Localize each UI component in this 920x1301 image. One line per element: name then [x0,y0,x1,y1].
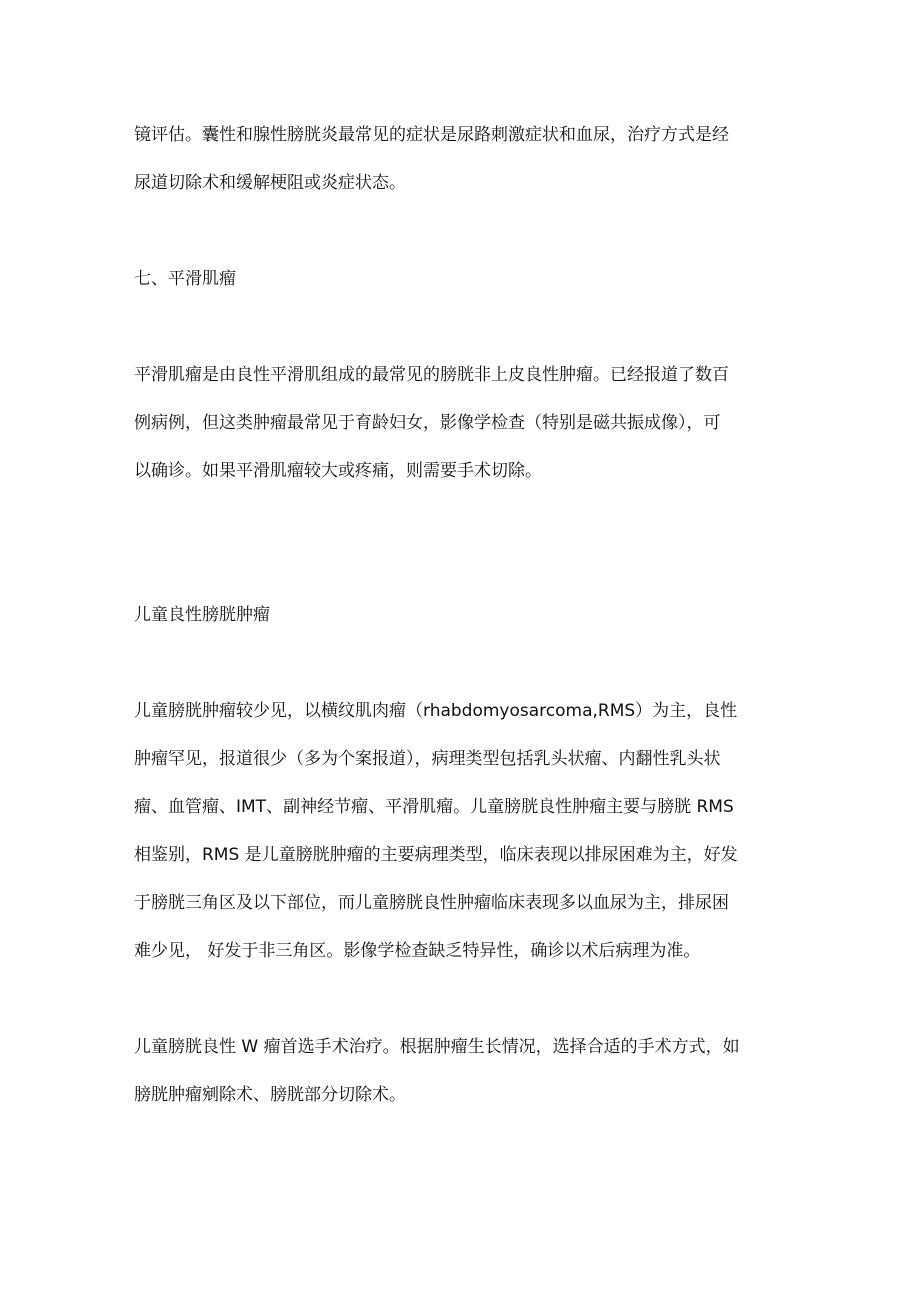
section-heading-leiomyoma: 七、平滑肌瘤 [134,269,236,289]
paragraph-pediatric-treatment: 儿童膀胱良性 W 瘤首选手术治疗。根据肿瘤生长情况，选择合适的手术方式，如 膀胱肿瘤剜除术、膀胱部分切除术。 [134,1037,740,1105]
paragraph-pediatric-tumors: 儿童膀胱肿瘤较少见，以横纹肌肉瘤（rhabdomyosarcoma,RMS）为主，良性 肿瘤罕见，报道很少（多为个案报道），病理类型包括乳头状瘤、内翻性乳头状 瘤、血管瘤、IMT、副神经节瘤、平滑肌瘤。儿童膀胱良性肿瘤主要与膀胱 RMS 相鉴别，RMS 是儿童膀胱肿瘤的主要病理类型，临床表现以排尿困难为主，好发 于膀胱三角区及以下部位，而儿童膀胱良性肿瘤临床表现多以血尿为主，排尿困 难少见， 好发于非三角区。影像学检查缺乏特异性，确诊以术后病理为准。 [134,701,738,961]
paragraph-leiomyoma: 平滑肌瘤是由良性平滑肌组成的最常见的膀胱非上皮良性肿瘤。已经报道了数百 例病例，但这类肿瘤最常见于育龄妇女，影像学检查（特别是磁共振成像），可 以确诊。如果平滑肌瘤较大或疼痛，则需要手术切除。 [134,365,729,481]
section-heading-pediatric-tumors: 儿童良性膀胱肿瘤 [134,605,270,625]
paragraph-cystitis-treatment: 镜评估。囊性和腺性膀胱炎最常见的症状是尿路刺激症状和血尿，治疗方式是经 尿道切除术和缓解梗阻或炎症状态。 [134,125,729,193]
